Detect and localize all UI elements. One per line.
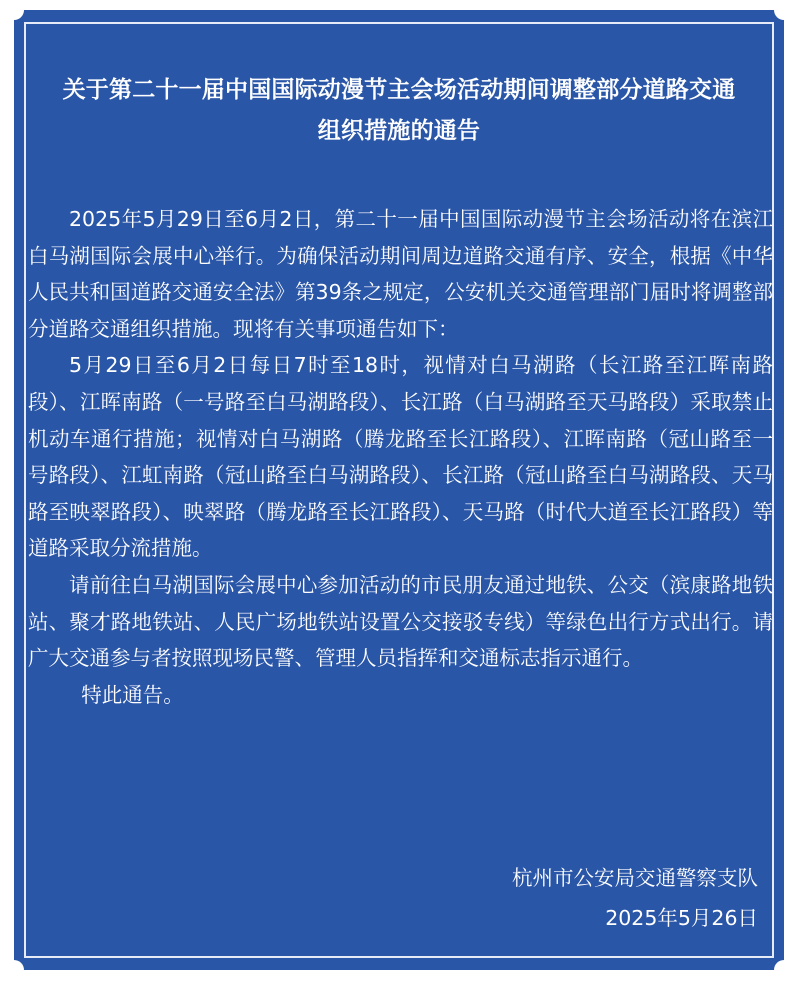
paragraph-advice: 请前往白马湖国际会展中心参加活动的市民朋友通过地铁、公交（滨康路地铁站、聚才路地铁站、人民广场地铁站设置公交接驳专线）等绿色出行方式出行。请广大交通参与者按照现场民警、管理人员指挥和交通标志指示通行。 (28, 572, 773, 671)
corner-notch (14, 960, 24, 970)
corner-notch (774, 10, 784, 20)
closing-text: 特此通告。 (81, 682, 184, 707)
paragraph-measures: 5月29日至6月2日每日7时至18时，视情对白马湖路（长江路至江晖南路段）、江晖南路（一号路至白马湖路段）、长江路（白马湖路至天马路段）采取禁止机动车通行措施；视情对白马湖路（腾龙路至长江路段）、江晖南路（冠山路至一号路段）、江虹南路（冠山路至白马湖路段）、长江路（冠山路至白马湖路段、天马路至映翠路段）、映翠路（腾龙路至长江路段）、天马路（时代大道至长江路段）等道路采取分流措施。 (28, 353, 773, 561)
issuer-name: 杭州市公安局交通警察支队 (512, 866, 758, 890)
notice-title (28, 70, 770, 152)
corner-notch (774, 960, 784, 970)
signature-block (512, 858, 758, 938)
title-line-2: 组织措施的通告 (317, 118, 481, 144)
title-line-1: 关于第二十一届中国国际动漫节主会场活动期间调整部分道路交通 (62, 77, 736, 103)
corner-notch (14, 10, 24, 20)
paragraph-intro: 2025年5月29日至6月2日，第二十一届中国国际动漫节主会场活动将在滨江白马湖国际会展中心举行。为确保活动期间周边道路交通有序、安全，根据《中华人民共和国道路交通安全法》第39条之规定，公安机关交通管理部门届时将调整部分道路交通组织措施。现将有关事项通告如下： (28, 207, 773, 341)
notice-body (28, 201, 773, 713)
notice-panel (14, 10, 784, 970)
issue-date: 2025年5月26日 (605, 906, 758, 930)
